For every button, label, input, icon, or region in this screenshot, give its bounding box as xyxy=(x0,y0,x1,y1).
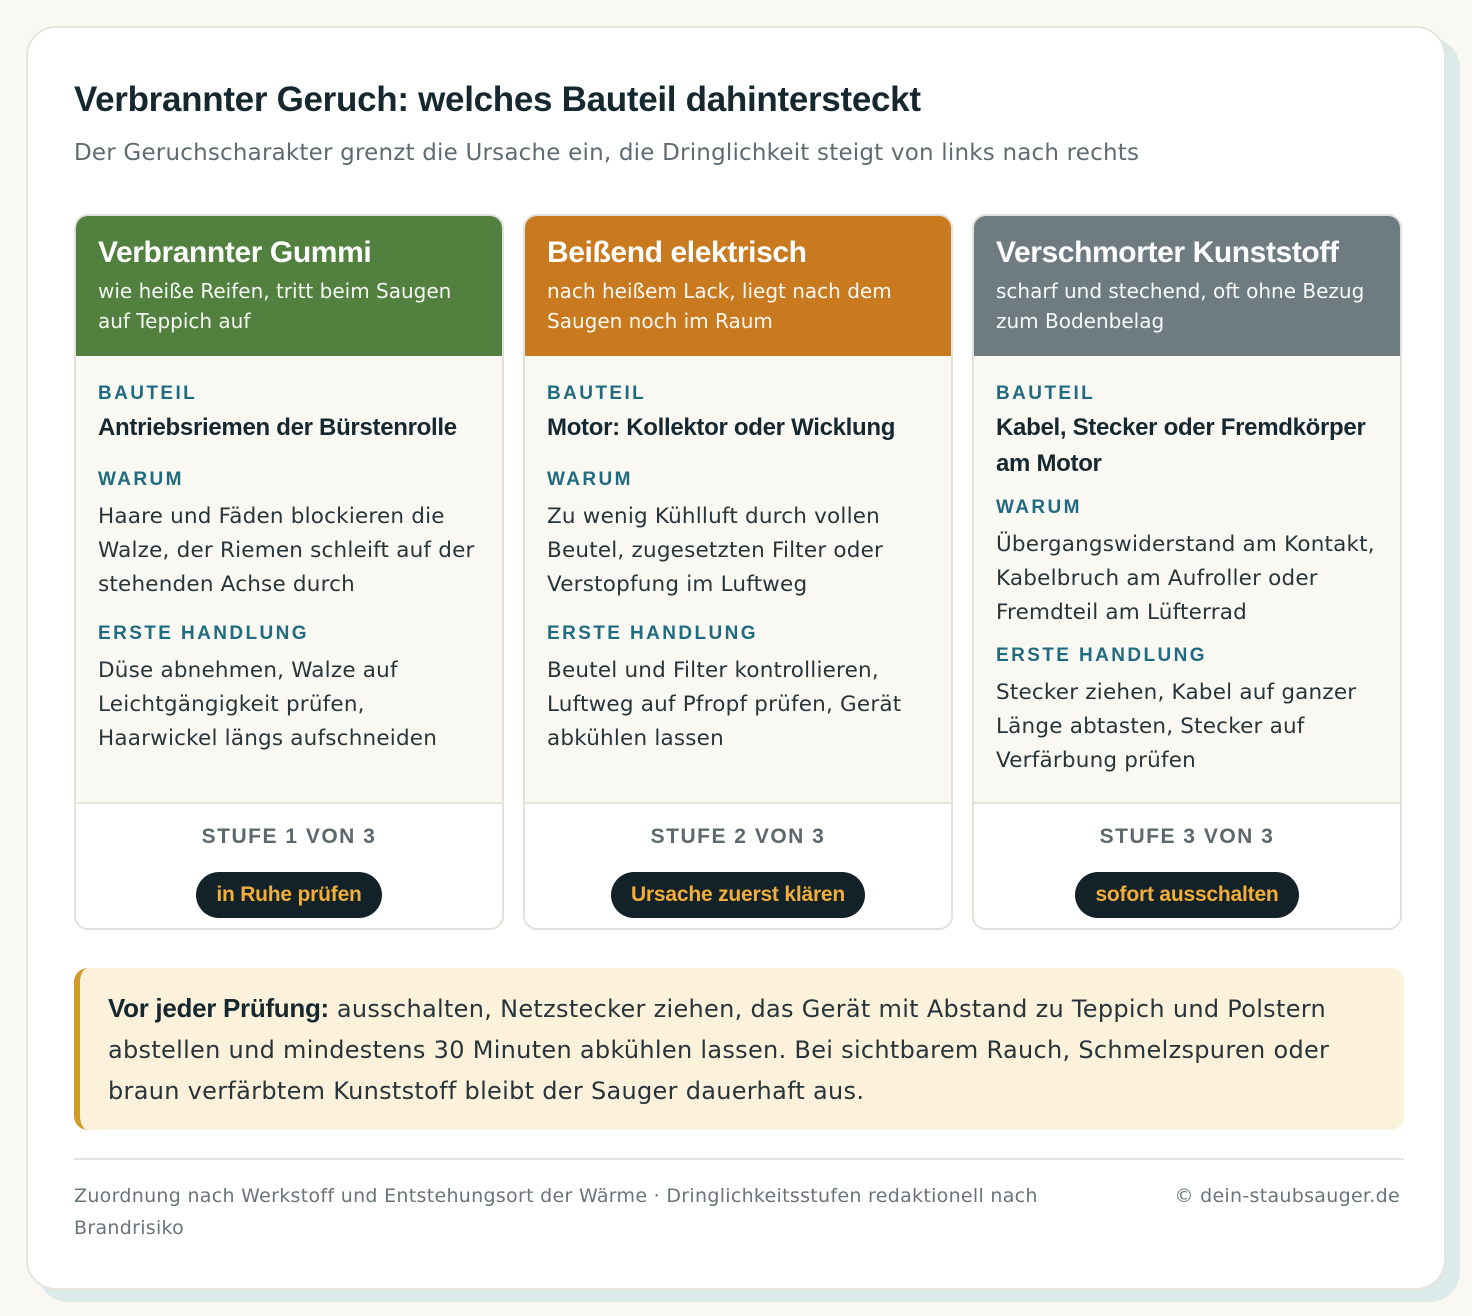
page-title: Verbrannter Geruch: welches Bauteil dahintersteckt xyxy=(74,80,921,119)
urgency-stage: STUFE 2 VON 3 xyxy=(650,825,826,848)
odor-description: wie heiße Reifen, tritt beim Saugen auf Teppich auf xyxy=(98,279,452,333)
odor-card-plastic xyxy=(972,214,1402,930)
infographic-card xyxy=(26,26,1446,1290)
why-text: Zu wenig Kühlluft durch vollen Beutel, zugesetzten Filter oder Verstopfung im Luftweg xyxy=(547,504,884,597)
why-text: Haare und Fäden blockieren die Walze, der Riemen schleift auf der stehenden Achse durch xyxy=(98,504,475,597)
part-label: BAUTEIL xyxy=(996,383,1096,404)
urgency-footer xyxy=(974,802,1400,928)
urgency-badge: in Ruhe prüfen xyxy=(196,872,381,918)
part-value: Motor: Kollektor oder Wicklung xyxy=(547,414,896,441)
urgency-footer xyxy=(525,802,951,928)
why-label: WARUM xyxy=(996,497,1082,518)
odor-title: Verbrannter Gummi xyxy=(98,236,372,269)
footer-divider xyxy=(74,1158,1404,1160)
odor-description: scharf und stechend, oft ohne Bezug zum Bodenbelag xyxy=(996,279,1365,333)
odor-title: Beißend elektrisch xyxy=(547,236,807,269)
copyright: © dein-staubsauger.de xyxy=(1174,1185,1400,1207)
odor-card-electric xyxy=(523,214,953,930)
why-label: WARUM xyxy=(98,469,184,490)
safety-note xyxy=(74,968,1404,1130)
part-value: Kabel, Stecker oder Fremdkörper am Motor xyxy=(996,414,1366,477)
urgency-badge: sofort ausschalten xyxy=(1075,872,1298,918)
odor-card-body xyxy=(98,382,484,756)
odor-title: Verschmorter Kunststoff xyxy=(996,236,1339,269)
source-note: Zuordnung nach Werkstoff und Entstehungsort der Wärme · Dringlichkeitsstufen redaktionell nach Brandrisiko xyxy=(74,1185,1038,1239)
odor-columns xyxy=(74,214,1402,930)
urgency-stage: STUFE 3 VON 3 xyxy=(1099,825,1275,848)
action-label: ERSTE HANDLUNG xyxy=(996,645,1207,666)
urgency-stage: STUFE 1 VON 3 xyxy=(201,825,377,848)
odor-card-body xyxy=(547,382,933,756)
odor-card-header xyxy=(974,216,1400,356)
part-label: BAUTEIL xyxy=(98,383,198,404)
page-subtitle: Der Geruchscharakter grenzt die Ursache ein, die Dringlichkeit steigt von links nach rechts xyxy=(74,140,1140,166)
part-label: BAUTEIL xyxy=(547,383,647,404)
action-label: ERSTE HANDLUNG xyxy=(547,623,758,644)
odor-card-body xyxy=(996,382,1382,778)
action-text: Beutel und Filter kontrollieren, Luftweg auf Pfropf prüfen, Gerät abkühlen lassen xyxy=(547,658,902,751)
safety-note-text: ausschalten, Netzstecker ziehen, das Gerät mit Abstand zu Teppich und Polstern abstellen und mindestens 30 Minuten abkühlen lassen. Bei sichtbarem Rauch, Schmelzspuren oder braun verfärbtem Kunststoff bleibt der Sauger dauerhaft aus. xyxy=(108,995,1330,1105)
action-text: Düse abnehmen, Walze auf Leichtgängigkeit prüfen, Haarwickel längs aufschneiden xyxy=(98,658,438,751)
why-text: Übergangswiderstand am Kontakt, Kabelbruch am Aufroller oder Fremdteil am Lüfterrad xyxy=(996,532,1375,625)
odor-card-header xyxy=(525,216,951,356)
urgency-badge: Ursache zuerst klären xyxy=(611,872,865,918)
safety-note-lead: Vor jeder Prüfung: xyxy=(108,993,329,1023)
urgency-footer xyxy=(76,802,502,928)
why-label: WARUM xyxy=(547,469,633,490)
odor-card-rubber xyxy=(74,214,504,930)
odor-description: nach heißem Lack, liegt nach dem Saugen noch im Raum xyxy=(547,279,892,333)
action-label: ERSTE HANDLUNG xyxy=(98,623,309,644)
part-value: Antriebsriemen der Bürstenrolle xyxy=(98,414,457,441)
odor-card-header xyxy=(76,216,502,356)
action-text: Stecker ziehen, Kabel auf ganzer Länge abtasten, Stecker auf Verfärbung prüfen xyxy=(996,680,1357,773)
